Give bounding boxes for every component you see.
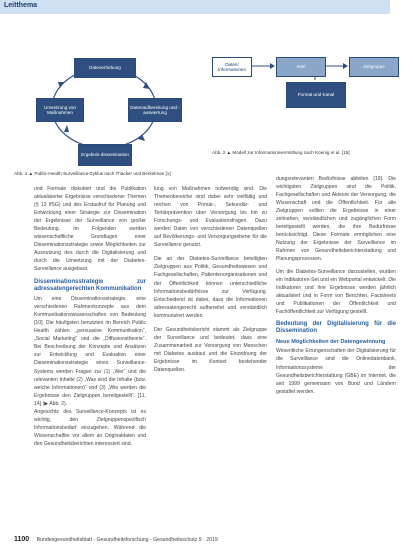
- cycle-node-dissemination: Ergebnis-dissemination: [78, 144, 132, 166]
- section-header-bar: [0, 0, 390, 14]
- col1-paragraph-2: Um eine Disseminationsstrategie, eine verschiedenen Rahmenkonzepte aus dem Kommunikationswissenschaften von Bedeutung [10]. Die häufigsten benutzten im Bereich Public Health zählen „persuasive Kommunikation“, „Social Marketing“ und die „Diffusionstheorie“. Bei Beschreibung der Konzepte und Ansätzen zur Entwicklung und Evaluation einer Disseminationsstrategie eines Surveillance-Systems werden Fragen zur (1) „Wer“ und die relevanten Inhalte (2) „Was sind die Inhalte (bzw. welche Informationen)“ und (3) „Wie werden die Ergebnisse den Zielgruppen bereitgestellt“. [11, 14] (▶ Abb. 2).: [34, 296, 146, 407]
- page-number: 1100: [14, 536, 30, 543]
- model-node-target: Zielgruppe: [349, 57, 399, 77]
- col3-subheading: Neue Möglichkeiten der Datengewinnung: [276, 339, 386, 346]
- col2-paragraph-2: Die an der Diabetes-Surveillance beteiligten Zielgruppen aus Politik, Gesundheitswesen und Fachgesellschaften, Patientenorganisationen und der Öffentlichkeit können unterschiedliche Informationsbedürfnisse zur Verfügung. Entscheidend ist dabei, dass die Informationen adressatengerecht aufbereitet und verständlich kommuniziert werden.: [154, 256, 267, 319]
- col1-paragraph-3: Angesichts des Surveillance-Konzepts ist es wichtig, den Zielgruppenspezifisch Informationsbedarf einzugehen. Während die Wissenschaftler vor allem an Originaldaten und den Gesundheitsberichten interessiert sind,: [34, 408, 146, 447]
- figure-2-caption: Abb. 2 ▲ Modell zur Informationsvermittlung nach Koenig et al. [15]: [212, 150, 350, 155]
- figure-1: [14, 36, 189, 168]
- section-label: Leitthema: [4, 2, 38, 9]
- col3-paragraph-3: Wesentliche Errungenschaften der Digitalisierung für die Surveillance sind die Onlinedatenbank, Informationssysteme der Gesundheitsberichterstattung (GBE) im Internet, die seit 1999 gemeinsam von Bund und Ländern gestaltet werden.: [276, 348, 396, 395]
- col1-paragraph-1: und Formate diskutiert und die Publikation aktualisierter Ergebnisse verschiedener Themen (§ 13 IfSG) und des Erstaufruf für Planung und Entwicklung einer Strategie zur Dissemination der Ergebnisse der Surveillance von großer Bedeutung. Im Folgenden werden wissenschaftliche Grundlagen einer Disseminationsstrategie sowie Möglichkeiten zur Ausnutzung des durch die Digitalisierung und durch die Umsetzung mit der Diabetes-Surveillance ausgebaut.: [34, 186, 146, 273]
- model-node-intel: Intel: [276, 57, 326, 77]
- col3-heading: Bedeutung der Digitalisierung für die Dissemination: [276, 320, 396, 335]
- text-column-2: [154, 185, 267, 530]
- journal-name: Bundesgesundheitsblatt - Gesundheitsforschung - Gesundheitsschutz 9 · 2019: [36, 537, 218, 543]
- model-node-data: Daten/ Informationen: [212, 57, 252, 77]
- cycle-node-measures: Umsetzung von Maßnahmen: [36, 98, 84, 122]
- col2-paragraph-3: Der Gesundheitsbericht stammt als Zielgruppe der Surveillance und bedeutet, dass eine Zusammenarbeit zur Versorgung von Menschen mit Diabetes ausbaut und die Einordnung der Ergebnisse im Kontext bestehender Datenquellen.: [154, 326, 267, 373]
- cycle-node-analysis: Datenaufbereitung und -auswertung: [128, 98, 182, 122]
- model-node-format-channel: Format und Kanal: [286, 82, 346, 108]
- col3-paragraph-1: dungsrelevanten Bedürfnisse ableiten [19]. Die wichtigsten Zielgruppen sind die Politik, Fachgesellschaften und Akteure der Versorgung, die Wissenschaft und die Öffentlichkeit. Für alle Zielgruppen sollten die Ergebnisse in einer zeitnahen, verständlichen und zugänglichen Form bereitgestellt werden, die ihre Bedürfnisse berücksichtigt. Diese Formate ermöglichen eine Nutzung der Ergebnisse der Surveillance im Rahmen von Gesundheitsberichterstattung und Planungsprozessen.: [276, 176, 396, 263]
- cycle-node-data-collection: Datenerhebung: [74, 58, 136, 78]
- page-footer: [14, 536, 218, 543]
- text-column-3: [276, 175, 396, 530]
- text-column-1: [34, 185, 146, 530]
- col1-heading: Disseminationsstrategie zur adressatengerechten Kommunikation: [34, 278, 146, 292]
- figure-1-caption: Abb. 1 ▲ Public-Health-Surveillance-Zyklus nach Thacker und Berkelman [1]: [14, 171, 171, 176]
- col2-paragraph-1: lung von Maßnahmen notwendig sind. Die Themenbereiche sind dabei sehr vielfältig und reichen von Primär-, Sekundär- und Tertiärprävention über Versorgung bis hin zu Forschungs- und Evaluationsfragen. Dazu werden Daten von verschiedenen Datenquellen auf Bevölkerungs- und Versorgungsebene für die Surveillance genutzt.: [154, 186, 267, 249]
- col3-paragraph-2: Um die Diabetes-Surveillance darzustellen, wurden ein Indikatoren-Set und ein Webportal entwickelt. Die Indikatoren und ihre Ergebnisse werden jährlich aktualisiert und in Form von Berichten, Factsheets und Publikationen der Öffentlichkeit und Fachöffentlichkeit zur Verfügung gestellt.: [276, 268, 396, 315]
- figure-2: [212, 52, 402, 148]
